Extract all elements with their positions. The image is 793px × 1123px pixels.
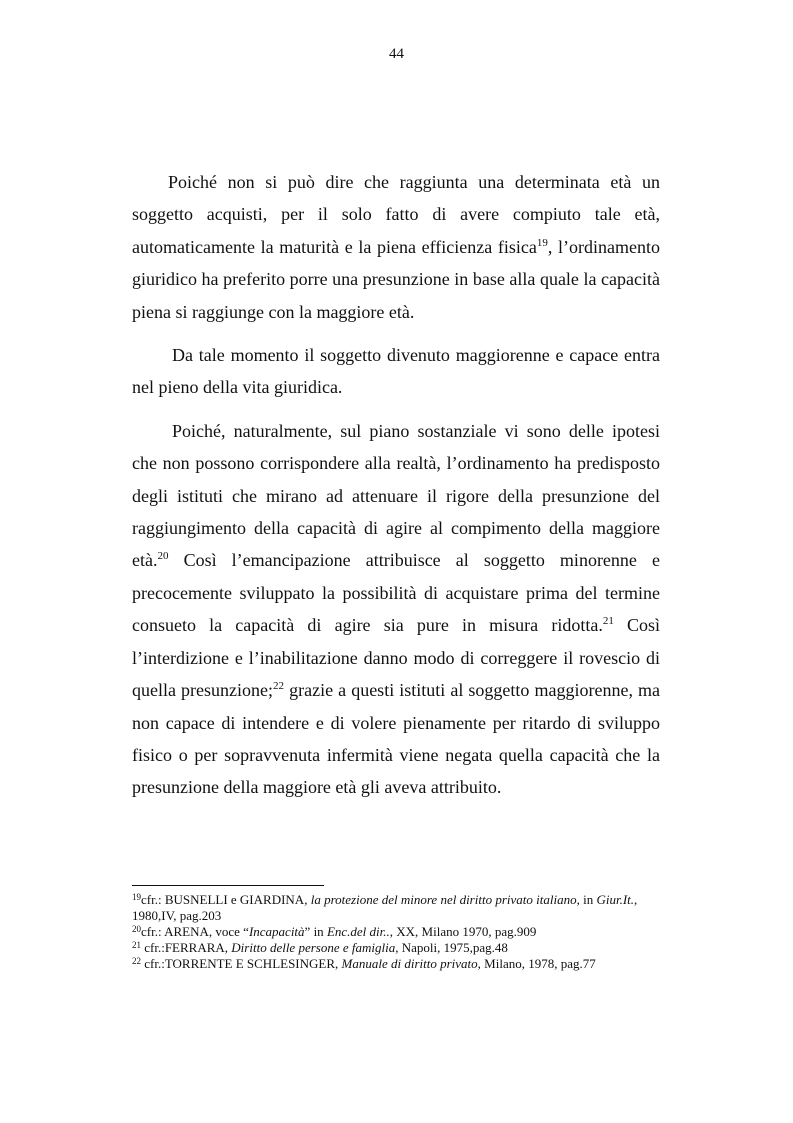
footnote-title: la protezione del minore nel diritto privato italiano [310,892,577,907]
body-text [132,166,660,815]
footnote-22 [132,956,660,972]
footnote-ref-20[interactable]: 20 [157,550,169,563]
page-number: 44 [389,46,404,62]
footnote-19 [132,892,660,924]
footnote-text: , Milano, 1978, pag.77 [477,956,596,971]
footnote-title: Diritto delle persone e famiglia [231,940,396,955]
footnote-text: , in [576,892,597,907]
paragraph-text: grazie a questi istituti al soggetto maggiorenne, ma non capace di intendere e di volere pienamente per ritardo di sviluppo fisico o per sopravvenuta infermità viene negata quella capacità che la presunzione della maggiore età gli aveva attribuito. [132,680,661,798]
footnote-title: Incapacità [248,924,305,939]
footnote-text: cfr.: ARENA, voce “ [141,924,249,939]
footnote-source: Enc.del dir.. [326,924,390,939]
footnote-text: ” in [304,924,327,939]
footnote-title: Manuale di diritto privato [341,956,478,971]
footnote-ref-21[interactable]: 21 [602,615,614,628]
footnote-ref-22[interactable]: 22 [273,680,285,693]
footnote-text: , 1980,IV, pag.203 [132,892,638,923]
paragraph-text: , l’ordinamento giuridico ha preferito porre una presunzione in base alla quale la capacità piena si raggiunge con la maggiore età. [132,236,660,322]
paragraph-3 [132,415,660,804]
paragraph-text: Così l’interdizione e l’inabilitazione danno modo di correggere il rovescio di quella presunzione; [132,615,661,701]
footnote-20 [132,924,660,940]
footnote-number: 22 [132,956,141,966]
footnote-text: cfr.:TORRENTE E SCHLESINGER, [141,956,342,971]
paragraph-2: Da tale momento il soggetto divenuto maggiorenne e capace entra nel pieno della vita giuridica. [132,345,660,398]
footnote-number: 19 [132,892,141,902]
footnote-number: 21 [132,940,141,950]
paragraph-text: Poiché, naturalmente, sul piano sostanziale vi sono delle ipotesi che non possono corrispondere alla realtà, l’ordinamento ha predisposto degli istituti che mirano ad attenuare il rigore della presunzione del raggiungimento della capacità di agire al compimento della maggiore età. [132,420,660,571]
footnote-21 [132,940,660,956]
footnote-text: , XX, Milano 1970, pag.909 [389,924,537,939]
footnote-text: cfr.: BUSNELLI e GIARDINA, [141,892,311,907]
paragraph-text: Così l’emancipazione attribuisce al soggetto minorenne e precocemente sviluppato la possibilità di acquistare prima del termine consueto la capacità di agire sia pure in misura ridotta. [132,550,660,636]
paragraph-1 [132,166,660,328]
paragraph-text: Poiché non si può dire che raggiunta una determinata età un soggetto acquisti, per il solo fatto di avere compiuto tale età, automaticamente la maturità e la piena efficienza fisica [132,172,660,257]
footnote-text: cfr.:FERRARA, [141,940,232,955]
footnote-divider [132,885,324,886]
footnote-ref-19[interactable]: 19 [536,236,548,249]
footnote-text: , Napoli, 1975,pag.48 [395,940,508,955]
footnote-source: Giur.It. [596,892,635,907]
footnote-number: 20 [132,924,141,934]
footnotes [132,892,660,972]
